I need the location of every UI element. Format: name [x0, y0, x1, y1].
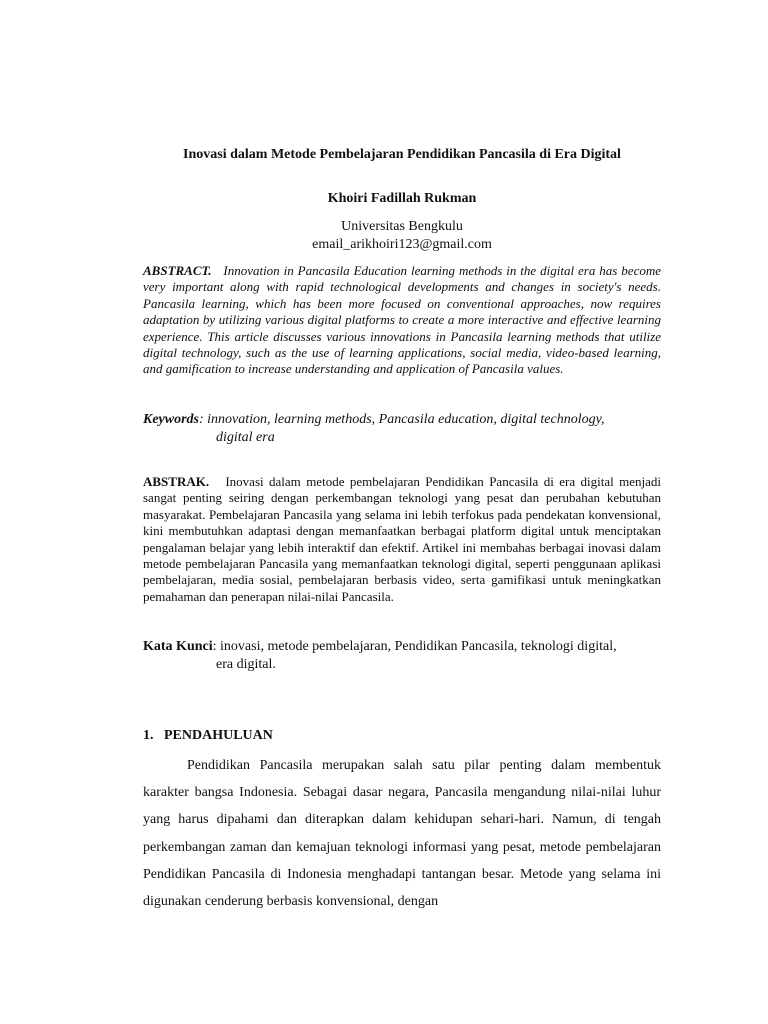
- section-heading-introduction: 1. PENDAHULUAN: [143, 728, 273, 743]
- author-email: email_arikhoiri123@gmail.com: [312, 237, 492, 252]
- kata-kunci-line1: : inovasi, metode pembelajaran, Pendidikan Pancasila, teknologi digital,: [212, 639, 617, 654]
- affiliation: Universitas Bengkulu: [341, 219, 463, 234]
- keywords-indonesian: [143, 638, 661, 674]
- kata-kunci-label: Kata Kunci: [143, 639, 213, 654]
- paper-title: Inovasi dalam Metode Pembelajaran Pendidikan Pancasila di Era Digital: [183, 147, 621, 162]
- keywords-line2: digital era: [216, 430, 275, 445]
- abstrak-label: ABSTRAK.: [143, 474, 210, 489]
- kata-kunci-line2: era digital.: [216, 657, 276, 672]
- abstract-text: Innovation in Pancasila Education learning methods in the digital era has become very important along with rapid technological developments and changes in society's needs. Pancasila learning, which has been more focused on conventional approaches, now requires adaptation by utilizing various digital platforms to create a more interactive and effective learning experience. This article discusses various innovations in Pancasila learning methods that utilize digital technology, such as the use of learning applications, social media, video-based learning, and gamification to increase understanding and application of Pancasila values.: [143, 263, 661, 377]
- keywords-label: Keywords: [143, 412, 199, 427]
- keywords-line1: : innovation, learning methods, Pancasila education, digital technology,: [199, 412, 605, 427]
- abstract-english: [143, 263, 661, 378]
- abstract-indonesian: [143, 474, 661, 605]
- author-name: Khoiri Fadillah Rukman: [327, 191, 477, 206]
- abstract-label: ABSTRACT.: [143, 263, 212, 278]
- affiliation-block: [143, 218, 661, 254]
- abstrak-text: Inovasi dalam metode pembelajaran Pendidikan Pancasila di era digital menjadi sangat penting seiring dengan perkembangan teknologi yang pesat dan perubahan kebutuhan masyarakat. Pembelajaran Pancasila yang selama ini lebih terfokus pada pendekatan konvensional, kini membutuhkan adaptasi dengan memanfaatkan berbagai platform digital untuk menciptakan pengalaman belajar yang lebih interaktif dan efektif. Artikel ini membahas berbagai inovasi dalam metode pembelajaran Pancasila yang memanfaatkan teknologi digital, seperti penggunaan aplikasi pembelajaran, media sosial, pembelajaran berbasis video, serta gamifikasi untuk meningkatkan pemahaman dan penerapan nilai-nilai Pancasila.: [143, 474, 661, 604]
- introduction-paragraph: Pendidikan Pancasila merupakan salah satu pilar penting dalam membentuk karakter bangsa Indonesia. Sebagai dasar negara, Pancasila mengandung nilai-nilai luhur yang harus dipahami dan diterapkan dalam kehidupan sehari-hari. Namun, di tengah perkembangan zaman dan kemajuan teknologi informasi yang pesat, metode pembelajaran Pendidikan Pancasila di Indonesia menghadapi tantangan besar. Metode yang selama ini digunakan cenderung berbasis konvensional, dengan: [143, 758, 661, 910]
- keywords-english: [143, 411, 661, 447]
